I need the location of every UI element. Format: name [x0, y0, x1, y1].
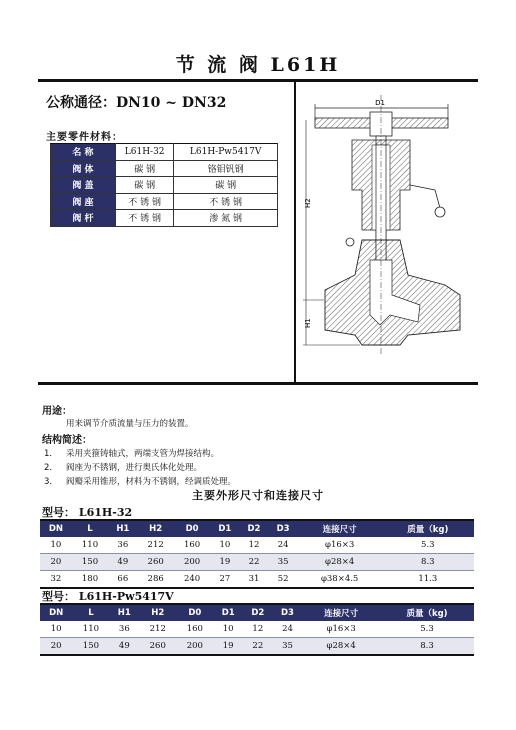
- table-cell: 22: [243, 638, 273, 656]
- column-header: H1: [108, 520, 137, 537]
- table-cell: φ28×4: [298, 554, 382, 571]
- column-header: 质量（kg): [380, 604, 474, 621]
- table-cell: 10: [40, 537, 72, 554]
- table-row: [40, 571, 474, 589]
- structure-item-num: 2．: [44, 463, 58, 473]
- table-cell: 5.3: [380, 621, 474, 638]
- valve-body: [325, 240, 460, 345]
- table-row: [40, 638, 474, 656]
- dimensions-table-2: [40, 603, 474, 656]
- valve-drawing: [300, 90, 480, 360]
- h1-label: H1: [304, 318, 312, 328]
- vertical-divider: [294, 79, 296, 384]
- column-header: H1: [109, 604, 139, 621]
- table-cell: 180: [72, 571, 108, 589]
- table-cell: 200: [176, 638, 213, 656]
- table-row: [40, 554, 474, 571]
- table-cell: 8.3: [380, 638, 474, 656]
- column-header: D1: [210, 520, 239, 537]
- column-header: D1: [213, 604, 243, 621]
- structure-item-num: 3．: [44, 477, 58, 487]
- column-header: D0: [176, 604, 213, 621]
- table-cell: 200: [174, 554, 210, 571]
- usage-label: 用途：: [42, 406, 72, 417]
- table-cell: 24: [273, 621, 303, 638]
- table-cell: 36: [109, 621, 139, 638]
- column-header: H2: [137, 520, 173, 537]
- table-cell: 150: [72, 554, 108, 571]
- table-cell: 12: [239, 537, 268, 554]
- table-cell: 10: [210, 537, 239, 554]
- model-label-1: 型号： L61H-32: [42, 506, 133, 519]
- table-cell: 212: [139, 621, 176, 638]
- table-cell: 49: [109, 638, 139, 656]
- parts-cell: 阀 盖: [51, 177, 116, 194]
- parts-cell: 碳 钢: [116, 160, 174, 177]
- table-cell: 286: [137, 571, 173, 589]
- structure-item-text: 阀瓣采用锥形，材料为不锈钢，经调质处理。: [66, 477, 237, 487]
- table-cell: 150: [72, 638, 109, 656]
- table-cell: φ16×3: [298, 537, 382, 554]
- table-cell: 5.3: [382, 537, 474, 554]
- parts-cell: 阀 座: [51, 193, 116, 210]
- column-header: D2: [243, 604, 273, 621]
- middle-rule: [38, 382, 478, 385]
- parts-header-cell: L61H-Pw5417V: [174, 144, 278, 161]
- structure-item-num: 1．: [44, 449, 58, 459]
- column-header: 质量（kg): [382, 520, 474, 537]
- parts-header-row: [51, 144, 278, 161]
- parts-cell: 不 锈 钢: [116, 193, 174, 210]
- parts-table: [50, 143, 278, 227]
- table-cell: 22: [239, 554, 268, 571]
- table-cell: 35: [269, 554, 298, 571]
- table-cell: 49: [108, 554, 137, 571]
- table-header-row: [40, 520, 474, 537]
- parts-cell: 铬钼钒钢: [174, 160, 278, 177]
- table-cell: 35: [273, 638, 303, 656]
- table-cell: 160: [176, 621, 213, 638]
- table-cell: 110: [72, 537, 108, 554]
- table-cell: 260: [139, 638, 176, 656]
- table-cell: 19: [213, 638, 243, 656]
- parts-label: 主要零件材料：: [46, 132, 123, 143]
- table-row: [40, 537, 474, 554]
- parts-cell: 不 锈 钢: [116, 210, 174, 227]
- column-header: D0: [174, 520, 210, 537]
- table-cell: 27: [210, 571, 239, 589]
- parts-cell: 不 锈 钢: [174, 193, 278, 210]
- column-header: D2: [239, 520, 268, 537]
- structure-item-text: 采用夹箍铸轴式，两端支管为焊接结构。: [66, 449, 220, 459]
- column-header: H2: [139, 604, 176, 621]
- table-cell: φ38×4.5: [298, 571, 382, 589]
- parts-cell: 渗 氮 钢: [174, 210, 278, 227]
- table-cell: 20: [40, 638, 72, 656]
- table-cell: 160: [174, 537, 210, 554]
- table-cell: 260: [137, 554, 173, 571]
- table-cell: 10: [40, 621, 72, 638]
- table-cell: 240: [174, 571, 210, 589]
- table-cell: 19: [210, 554, 239, 571]
- table-cell: 32: [40, 571, 72, 589]
- h2-label: H2: [304, 198, 312, 208]
- column-header: L: [72, 520, 108, 537]
- dimensions-table-1: [40, 519, 474, 589]
- parts-cell: 碳 钢: [116, 177, 174, 194]
- column-header: DN: [40, 604, 72, 621]
- column-header: DN: [40, 520, 72, 537]
- table-cell: 11.3: [382, 571, 474, 589]
- column-header: D3: [269, 520, 298, 537]
- dimensions-title: 主要外形尺寸和连接尺寸: [192, 489, 324, 502]
- parts-header-cell: 名 称: [51, 144, 116, 161]
- table-cell: 10: [213, 621, 243, 638]
- table-cell: 110: [72, 621, 109, 638]
- table-header-row: [40, 604, 474, 621]
- table-cell: 12: [243, 621, 273, 638]
- table-cell: 20: [40, 554, 72, 571]
- structure-item-text: 阀座为不锈钢，进行奥氏体化处理。: [66, 463, 203, 473]
- model-label-2: 型号： L61H-Pw5417V: [42, 590, 174, 603]
- table-cell: 8.3: [382, 554, 474, 571]
- parts-row: [51, 177, 278, 194]
- column-header: 连接尺寸: [302, 604, 380, 621]
- parts-cell: 阀 体: [51, 160, 116, 177]
- parts-row: [51, 160, 278, 177]
- usage-text: 用来调节介质流量与压力的装置。: [66, 419, 194, 429]
- parts-cell: 碳 钢: [174, 177, 278, 194]
- parts-row: [51, 210, 278, 227]
- table-cell: 31: [239, 571, 268, 589]
- table-cell: 52: [269, 571, 298, 589]
- table-cell: 36: [108, 537, 137, 554]
- nominal-diameter: 公称通径：DN10 ~ DN32: [46, 95, 227, 111]
- table-cell: φ16×3: [302, 621, 380, 638]
- column-header: D3: [273, 604, 303, 621]
- structure-label: 结构简述：: [42, 435, 92, 446]
- d1-label: D1: [375, 99, 385, 107]
- column-header: 连接尺寸: [298, 520, 382, 537]
- page-title: 节 流 阀 L61H: [175, 54, 341, 76]
- column-header: L: [72, 604, 109, 621]
- table-cell: 66: [108, 571, 137, 589]
- table-row: [40, 621, 474, 638]
- parts-header-cell: L61H-32: [116, 144, 174, 161]
- top-rule: [38, 79, 478, 82]
- parts-row: [51, 193, 278, 210]
- parts-cell: 阀 杆: [51, 210, 116, 227]
- table-cell: 212: [137, 537, 173, 554]
- table-cell: φ28×4: [302, 638, 380, 656]
- table-cell: 24: [269, 537, 298, 554]
